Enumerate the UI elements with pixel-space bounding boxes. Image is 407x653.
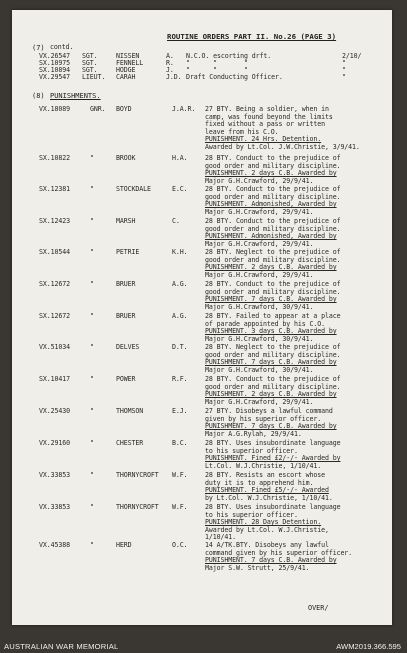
entry-rank: ": [90, 312, 94, 320]
section-8-number: (8): [32, 92, 45, 100]
entry-description-line: Major G.H.Crawford, 29/9/41.: [205, 239, 314, 248]
entry-description-line: good order and military discipline.: [205, 287, 341, 296]
entry-surname: PETRIE: [116, 248, 140, 256]
entry-initials: R.F.: [172, 375, 188, 383]
entry-rank: ": [90, 217, 94, 225]
section-7-surname: HODGE: [116, 66, 136, 74]
entry-service-number: VX.51034: [39, 343, 70, 351]
entry-description-line: 28 BTY. Neglect to the prejudice of: [205, 248, 341, 256]
entry-description-line: Major G.H.Crawford, 29/9/41.: [205, 207, 314, 216]
entry-surname: BRUER: [116, 312, 136, 320]
over-marker: OVER/: [308, 604, 329, 612]
entry-initials: D.T.: [172, 343, 188, 351]
entry-initials: B.C.: [172, 439, 188, 447]
entry-description-line: 28 BTY. Conduct to the prejudice of: [205, 280, 341, 288]
entry-description-line: Major G.H.Crawford, 29/9/41.: [205, 397, 314, 406]
entry-rank: ": [90, 503, 94, 511]
section-7-rank: SGT.: [82, 66, 98, 74]
section-8-heading: PUNISHMENTS.: [50, 92, 101, 100]
entry-description-line: to his superior officer.: [205, 446, 298, 455]
entry-description-line: leave from his C.O.: [205, 127, 279, 136]
section-7-contd: contd.: [50, 43, 74, 51]
entry-service-number: VX.45388: [39, 541, 70, 549]
entry-description-line: PUNISHMENT. 3 days C.B. Awarded by: [205, 327, 337, 336]
entry-initials: E.C.: [172, 185, 188, 193]
entry-description-line: PUNISHMENT. Fined £5/-/- Awarded: [205, 486, 329, 495]
entry-description-line: Major S.W. Strutt, 25/9/41.: [205, 563, 310, 572]
entry-rank: ": [90, 154, 94, 162]
entry-service-number: SX.12672: [39, 280, 70, 288]
section-7-duty-description: N.C.O. escorting drft.: [186, 52, 272, 60]
entry-description-line: fixed without a pass or written: [205, 120, 325, 129]
entry-surname: DELVES: [116, 343, 140, 351]
section-7-surname: FENNELL: [116, 59, 144, 67]
entry-description-line: Major G.H.Crawford, 30/9/41.: [205, 365, 314, 374]
section-7-date-ditto: 2/10/: [342, 52, 362, 60]
entry-description-line: PUNISHMENT. 7 days C.B. Awarded by: [205, 422, 337, 431]
entry-surname: THORNYCROFT: [116, 471, 159, 479]
entry-description-line: good order and military discipline.: [205, 192, 341, 201]
entry-description-line: of parade appointed by his C.O.: [205, 319, 325, 328]
entry-surname: THORNYCROFT: [116, 503, 159, 511]
entry-description-line: 1/10/41.: [205, 533, 236, 542]
entry-surname: THOMSON: [116, 407, 144, 415]
entry-description-line: good order and military discipline.: [205, 161, 341, 170]
entry-surname: HERD: [116, 541, 132, 549]
section-7-initials: J.: [166, 66, 174, 74]
section-7-service-number: VX.26547: [39, 52, 70, 60]
entry-surname: BOYD: [116, 105, 132, 113]
entry-description-line: PUNISHMENT. 2 days C.B. Awarded by: [205, 263, 337, 272]
entry-rank: ": [90, 185, 94, 193]
entry-description-line: 28 BTY. Conduct to the prejudice of: [205, 217, 341, 225]
entry-description-line: 28 BTY. Uses insubordinate language: [205, 439, 341, 447]
document-page: [12, 10, 392, 625]
catalogue-number: AWM2019.366.595: [336, 642, 401, 651]
entry-description-line: command given by his superior officer.: [205, 548, 353, 557]
section-7-surname: CARAH: [116, 73, 136, 81]
entry-rank: ": [90, 248, 94, 256]
entry-description-line: 27 BTY. Disobeys a lawful command: [205, 407, 333, 415]
section-7-rank: LIEUT.: [82, 73, 106, 81]
section-7-initials: A.: [166, 52, 174, 60]
entry-rank: ": [90, 375, 94, 383]
entry-description-line: good order and military discipline.: [205, 224, 341, 233]
entry-initials: A.G.: [172, 312, 188, 320]
entry-service-number: SX.10822: [39, 154, 70, 162]
section-7-date-ditto: ": [342, 59, 346, 67]
section-7-service-number: SX.10975: [39, 59, 70, 67]
entry-initials: C.: [172, 217, 180, 225]
entry-initials: E.J.: [172, 407, 188, 415]
section-7-number: (7): [32, 44, 45, 52]
entry-rank: ": [90, 541, 94, 549]
entry-description-line: PUNISHMENT. Admonished, Awarded by: [205, 232, 337, 241]
entry-description-line: good order and military discipline.: [205, 350, 341, 359]
entry-initials: W.F.: [172, 503, 188, 511]
entry-description-line: 27 BTY. Being a soldier, when in: [205, 105, 329, 113]
entry-rank: ": [90, 343, 94, 351]
entry-description-line: PUNISHMENT. 2 days C.B. Awarded by: [205, 390, 337, 399]
entry-description-line: 28 BTY. Conduct to the prejudice of: [205, 154, 341, 162]
entry-service-number: SX.10544: [39, 248, 70, 256]
entry-description-line: given by his superior officer.: [205, 414, 322, 423]
entry-description-line: to his superior officer.: [205, 510, 298, 519]
entry-description-line: PUNISHMENT. 7 days C.B. Awarded by: [205, 295, 337, 304]
entry-description-line: 28 BTY. Conduct to the prejudice of: [205, 375, 341, 383]
entry-description-line: PUNISHMENT. Fined £2/-/- Awarded by: [205, 454, 341, 463]
entry-service-number: SX.12381: [39, 185, 70, 193]
archive-footer: [0, 628, 407, 653]
entry-description-line: PUNISHMENT. Admonished, Awarded by: [205, 200, 337, 209]
page-title: ROUTINE ORDERS PART II. No.26 (PAGE 3): [167, 32, 337, 41]
entry-surname: MARSH: [116, 217, 136, 225]
entry-surname: BROOK: [116, 154, 136, 162]
entry-rank: ": [90, 280, 94, 288]
entry-description-line: 28 BTY. Uses insubordinate language: [205, 503, 341, 511]
section-7-date-ditto: ": [342, 73, 346, 81]
entry-description-line: PUNISHMENT. 2 days C.B. Awarded by: [205, 169, 337, 178]
entry-description-line: 28 BTY. Neglect to the prejudice of: [205, 343, 341, 351]
entry-description-line: good order and military discipline.: [205, 255, 341, 264]
entry-service-number: VX.29160: [39, 439, 70, 447]
entry-service-number: VX.25430: [39, 407, 70, 415]
section-7-service-number: VX.29547: [39, 73, 70, 81]
entry-surname: BRUER: [116, 280, 136, 288]
entry-service-number: VX.18089: [39, 105, 70, 113]
entry-service-number: VX.33853: [39, 503, 70, 511]
entry-description-line: 14 A/TK.BTY. Disobeys any lawful: [205, 541, 329, 549]
entry-description-line: by Lt.Col. W.J.Christie, 1/10/41.: [205, 493, 333, 502]
entry-surname: STOCKDALE: [116, 185, 151, 193]
entry-initials: H.A.: [172, 154, 188, 162]
entry-description-line: 28 BTY. Failed to appear at a place: [205, 312, 341, 320]
entry-service-number: SX.12423: [39, 217, 70, 225]
section-7-initials: R.: [166, 59, 174, 67]
section-7-surname: NISSEN: [116, 52, 140, 60]
section-7-date-ditto: ": [342, 66, 346, 74]
entry-rank: ": [90, 439, 94, 447]
entry-rank: ": [90, 471, 94, 479]
entry-service-number: SX.12672: [39, 312, 70, 320]
archive-name: AUSTRALIAN WAR MEMORIAL: [4, 642, 119, 651]
entry-description-line: Awarded by Lt.Col. W.J.Christie,: [205, 525, 329, 534]
entry-rank: ": [90, 407, 94, 415]
entry-description-line: Major A.G.Rylah, 29/9/41.: [205, 429, 302, 438]
entry-description-line: Major G.H.Crawford, 30/9/41.: [205, 302, 314, 311]
entry-description-line: Awarded by Lt.Col. J.W.Christie, 3/9/41.: [205, 143, 360, 151]
section-7-duty-description: " " ": [186, 59, 248, 67]
section-7-duty-description: Draft Conducting Officer.: [186, 73, 283, 81]
section-7-rank: SGT.: [82, 52, 98, 60]
entry-surname: POWER: [116, 375, 136, 383]
entry-description-line: PUNISHMENT. 7 days C.B. Awarded by: [205, 556, 337, 565]
entry-description-line: Major G.H.Crawford, 29/9/41.: [205, 270, 314, 279]
entry-description-line: PUNISHMENT. 24 Hrs. Detention.: [205, 135, 322, 144]
entry-initials: O.C.: [172, 541, 188, 549]
entry-description-line: camp, was found beyond the limits: [205, 112, 333, 121]
entry-description-line: 28 BTY. Resists an escort whose: [205, 471, 325, 479]
entry-initials: J.A.R.: [172, 105, 196, 113]
entry-initials: A.G.: [172, 280, 188, 288]
entry-initials: K.H.: [172, 248, 188, 256]
entry-description-line: PUNISHMENT. 7 days C.B. Awarded by: [205, 358, 337, 367]
entry-surname: CHESTER: [116, 439, 144, 447]
entry-description-line: 28 BTY. Conduct to the prejudice of: [205, 185, 341, 193]
entry-service-number: SX.10417: [39, 375, 70, 383]
section-7-service-number: SX.10894: [39, 66, 70, 74]
entry-description-line: Major G.H.Crawford, 29/9/41.: [205, 176, 314, 185]
section-7-rank: SGT.: [82, 59, 98, 67]
entry-initials: W.F.: [172, 471, 188, 479]
section-7-initials: J.D.: [166, 73, 182, 81]
entry-description-line: Lt.Col. W.J.Christie, 1/10/41.: [205, 461, 322, 470]
entry-description-line: duty it is to apprehend him.: [205, 478, 314, 487]
entry-description-line: PUNISHMENT. 28 Days Detention.: [205, 518, 322, 527]
entry-description-line: good order and military discipline.: [205, 382, 341, 391]
section-7-duty-description: " " ": [186, 66, 248, 74]
entry-rank: GNR.: [90, 105, 106, 113]
entry-service-number: VX.33853: [39, 471, 70, 479]
entry-description-line: Major G.H.Crawford, 30/9/41.: [205, 334, 314, 343]
